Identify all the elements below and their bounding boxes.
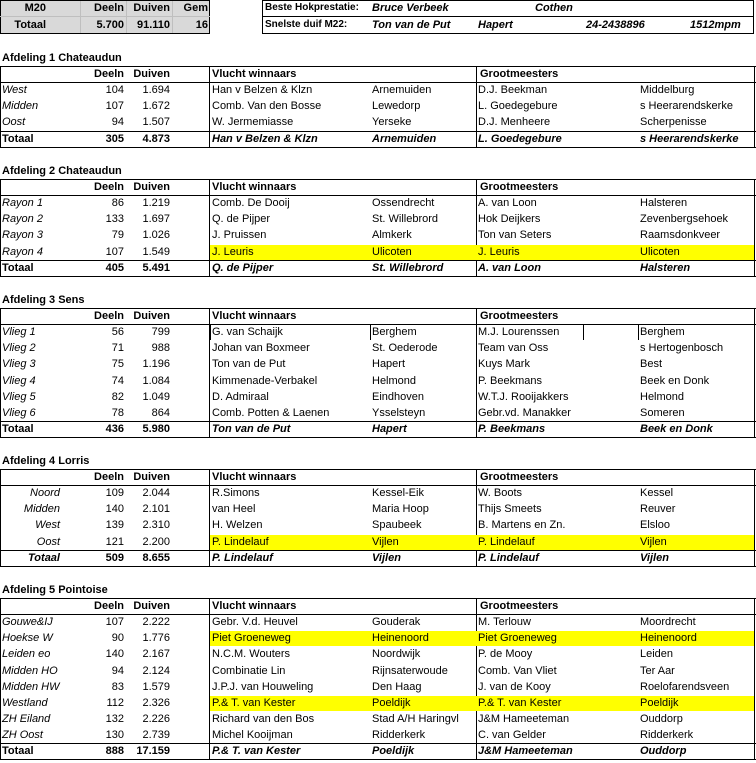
region-label: Rayon 2 [2,213,43,226]
grootmeester-name: C. van Gelder [478,728,546,741]
fast-ring: 24-2438896 [586,19,645,31]
total-duiven: 5.980 [142,422,170,435]
deeln-value: 130 [105,728,124,741]
duiven-value: 1.084 [142,374,170,387]
section-title: Afdeling 3 Sens [2,294,85,306]
total-groot-name: P. Lindelauf [478,551,539,564]
column-divider [0,469,1,566]
region-label: Vlieg 6 [2,406,36,419]
region-label: ZH Oost [2,728,43,741]
vlucht-winner-name: W. Jermemiasse [212,116,294,129]
vlucht-winner-name: Comb. Van den Bosse [212,100,322,113]
duiven-value: 1.672 [142,100,170,113]
grootmeester-name: Hok Deijkers [478,213,541,226]
grootmeester-name: L. Goedegebure [478,100,558,113]
grootmeester-name: J. van de Kooy [478,680,551,693]
deeln-value: 94 [111,116,124,129]
vlucht-winner-place: Ossendrecht [372,197,435,210]
fast-place: Hapert [478,19,513,31]
grootmeester-place: Ridderkerk [640,728,694,741]
deeln-value: 109 [105,487,124,500]
total-vlucht-place: Poeldijk [372,745,415,757]
vlucht-winner-name: Q. de Pijper [212,213,271,226]
deeln-value: 86 [111,197,124,210]
duiven-column-header: Duiven [133,471,170,484]
column-divider [476,469,477,566]
vlucht-winner-place: Hapert [372,358,406,371]
grootmeester-place: Beek en Donk [640,374,710,387]
deeln-value: 121 [105,535,124,548]
vlucht-winner-place: Kessel-Eik [372,487,424,500]
region-label: Noord [30,487,60,500]
duiven-value: 1.776 [142,632,170,645]
duiven-column-header: Duiven [133,181,170,194]
vlucht-winner-name: Han v Belzen & Klzn [212,84,313,97]
grootmeester-place: Reuver [640,503,676,516]
total-groot-name: L. Goedegebure [478,132,562,145]
deeln-value: 104 [105,84,124,97]
total-label: Totaal [2,422,34,435]
row-divider [0,566,756,567]
duiven-value: 1.196 [142,358,170,371]
region-label: Hoekse W [2,632,53,645]
deeln-value: 140 [105,648,124,661]
total-vlucht-place: St. Willebrord [372,261,444,274]
section-title: Afdeling 2 Chateaudun [2,165,122,177]
duiven-value: 1.507 [142,116,170,129]
column-divider [754,598,755,759]
total-vlucht-name: Han v Belzen & Klzn [212,132,318,145]
best-place: Cothen [535,2,573,14]
total-vlucht-name: Q. de Pijper [212,261,274,274]
grootmeester-name: Gebr.vd. Manakker [478,406,571,419]
duiven-header: Duiven [133,2,170,14]
grootmeester-name: A. van Loon [478,197,537,210]
duiven-column-header: Duiven [133,310,170,323]
region-label: Midden HO [2,664,58,677]
grootmeester-place: Leiden [640,648,674,661]
vlucht-winner-place: Heinenoord [372,632,429,645]
deeln-value: 78 [111,406,124,419]
row-divider [0,147,756,148]
vlucht-winner-name: H. Welzen [212,519,263,532]
grootmeesters-header: Grootmeesters [480,600,559,613]
grootmeester-name: D.J. Menheere [478,116,551,129]
column-divider [754,469,755,566]
duiven-value: 2.222 [142,616,170,629]
region-label: Midden [2,100,39,113]
grootmeester-name: M. Terlouw [478,616,531,629]
duiven-value: 988 [151,342,170,355]
grootmeesters-header: Grootmeesters [480,68,559,81]
vlucht-winner-place: Ulicoten [372,245,412,258]
vlucht-winner-name: Johan van Boxmeer [212,342,310,355]
row-divider [0,437,756,438]
deeln-value: 79 [111,229,124,242]
grootmeester-name: Comb. Van Vliet [478,664,557,677]
deeln-column-header: Deeln [94,471,124,484]
grootmeester-name: M.J. Lourenssen [478,326,560,339]
vlucht-winner-name: R.Simons [212,487,260,500]
deeln-value: 74 [111,374,124,387]
vlucht-winnaars-header: Vlucht winnaars [212,310,297,323]
vlucht-winner-place: Den Haag [372,680,422,693]
vlucht-winnaars-header: Vlucht winnaars [212,471,297,484]
best-name: Bruce Verbeek [372,2,449,14]
total-groot-place: Halsteren [640,261,691,274]
column-divider [209,66,210,147]
total-label: Totaal [2,745,34,757]
region-label: Oost [36,535,60,548]
total-label: Totaal [2,132,34,145]
total-label: Totaal [28,551,60,564]
cell-border [638,324,639,340]
cell-border [370,324,371,340]
deeln-value: 90 [111,632,124,645]
vlucht-winner-place: Helmond [372,374,417,387]
vlucht-winnaars-header: Vlucht winnaars [212,600,297,613]
deeln-value: 94 [111,664,124,677]
deeln-value: 132 [105,712,124,725]
grootmeester-place: Ouddorp [640,712,683,725]
vlucht-winner-name: Comb. De Dooij [212,197,290,210]
column-divider [754,66,755,147]
grootmeester-name: J&M Hameeteman [478,712,570,725]
deeln-value: 107 [105,616,124,629]
total-duiven: 5.491 [142,261,170,274]
grootmeester-place: Ulicoten [640,245,680,258]
vlucht-winner-name: Michel Kooijman [212,728,293,741]
vlucht-winner-name: Combinatie Lin [212,664,286,677]
section-title: Afdeling 4 Lorris [2,455,90,467]
duiven-value: 864 [151,406,170,419]
grootmeester-name: Kuys Mark [478,358,530,371]
grootmeester-place: Raamsdonkveer [640,229,721,242]
cell-border [210,324,211,340]
totaal-gem: 16 [195,19,208,31]
vlucht-winner-place: Poeldijk [372,696,411,709]
grootmeesters-header: Grootmeesters [480,310,559,323]
totaal-duiven: 91.110 [136,19,170,31]
column-divider [209,469,210,566]
grootmeester-place: Roelofarendsveen [640,680,730,693]
duiven-value: 1.579 [142,680,170,693]
column-divider [209,179,210,276]
total-deeln: 405 [105,261,124,274]
region-label: Vlieg 5 [2,390,36,403]
grootmeester-name: P. Lindelauf [478,535,535,548]
column-divider [476,179,477,276]
region-label: Leiden eo [2,648,51,661]
duiven-value: 2.226 [142,712,170,725]
deeln-value: 82 [111,390,124,403]
duiven-value: 2.739 [142,728,170,741]
total-deeln: 305 [105,132,124,145]
vlucht-winner-name: P. Lindelauf [212,535,269,548]
total-groot-name: A. van Loon [478,261,541,274]
region-label: Oost [2,116,26,129]
grootmeester-place: Vijlen [640,535,667,548]
region-label: Westland [2,696,48,709]
total-groot-name: J&M Hameeteman [478,745,573,757]
total-vlucht-place: Hapert [372,422,407,435]
vlucht-winner-place: Gouderak [372,616,421,629]
deeln-value: 83 [111,680,124,693]
region-label: Vlieg 3 [2,358,36,371]
grootmeester-place: Scherpenisse [640,116,707,129]
grootmeester-name: P. Beekmans [478,374,543,387]
column-divider [0,598,1,759]
grootmeester-place: Helmond [640,390,685,403]
region-label: Rayon 1 [2,197,43,210]
vlucht-winner-place: Maria Hoop [372,503,429,516]
total-duiven: 8.655 [142,551,170,564]
fast-speed: 1512mpm [690,19,741,31]
vlucht-winner-name: Gebr. V.d. Heuvel [212,616,298,629]
region-label: Vlieg 4 [2,374,36,387]
total-deeln: 888 [105,745,124,757]
vlucht-winner-place: Vijlen [372,535,399,548]
column-divider [209,598,210,759]
grootmeester-place: Elsloo [640,519,670,532]
grootmeester-name: P.& T. van Kester [478,696,562,709]
total-deeln: 509 [105,551,124,564]
grootmeester-place: Poeldijk [640,696,679,709]
vlucht-winner-place: St. Willebrord [372,213,439,226]
column-divider [754,308,755,437]
vlucht-winner-name: Comb. Potten & Laenen [212,406,330,419]
vlucht-winner-name: G. van Schaijk [212,326,283,339]
deeln-value: 107 [105,245,124,258]
m20-label: M20 [24,2,46,14]
row-divider [0,276,756,277]
column-divider [476,598,477,759]
region-label: Rayon 4 [2,245,43,258]
total-vlucht-name: Ton van de Put [212,422,291,435]
grootmeester-place: Zevenbergsehoek [640,213,729,226]
deeln-value: 75 [111,358,124,371]
column-divider [754,179,755,276]
vlucht-winner-place: Ysselsteyn [372,406,426,419]
vlucht-winner-place: St. Oederode [372,342,438,355]
total-deeln: 436 [105,422,124,435]
section-title: Afdeling 5 Pointoise [2,584,108,596]
grootmeester-place: Halsteren [640,197,688,210]
total-vlucht-place: Arnemuiden [372,132,437,145]
deeln-value: 112 [106,696,124,709]
region-label: West [2,84,27,97]
duiven-value: 1.049 [142,390,170,403]
deeln-value: 71 [111,342,124,355]
column-divider [0,179,1,276]
grootmeester-place: Heinenoord [640,632,697,645]
total-duiven: 17.159 [136,745,170,757]
duiven-value: 2.124 [142,664,170,677]
deeln-header: Deeln [94,2,124,14]
vlucht-winner-place: Arnemuiden [372,84,432,97]
deeln-column-header: Deeln [94,310,124,323]
vlucht-winner-name: J. Pruissen [212,229,267,242]
vlucht-winnaars-header: Vlucht winnaars [212,181,297,194]
grootmeester-place: Best [640,358,663,371]
grootmeester-name: W. Boots [478,487,523,500]
region-label: Rayon 3 [2,229,43,242]
best-label: Beste Hokprestatie: [265,2,359,13]
duiven-value: 799 [151,326,170,339]
section-title: Afdeling 1 Chateaudun [2,52,122,64]
vlucht-winner-name: Piet Groeneweg [212,632,291,645]
vlucht-winner-place: Rijnsaterwoude [372,664,448,677]
region-label: Vlieg 2 [2,342,36,355]
duiven-value: 1.026 [142,229,170,242]
grootmeester-name: P. de Mooy [478,648,533,661]
grootmeester-name: Team van Oss [478,342,549,355]
grootmeesters-header: Grootmeesters [480,471,559,484]
vlucht-winnaars-header: Vlucht winnaars [212,68,297,81]
vlucht-winner-place: Noordwijk [372,648,421,661]
duiven-column-header: Duiven [133,600,170,613]
grootmeester-place: Ter Aar [640,664,675,677]
vlucht-winner-name: J. Leuris [212,245,254,258]
total-groot-name: P. Beekmans [478,422,546,435]
vlucht-winner-name: J.P.J. van Houweling [212,680,314,693]
total-groot-place: Ouddorp [640,745,687,757]
gem-header: Gem [183,2,208,14]
vlucht-winner-place: Spaubeek [372,519,422,532]
fast-name: Ton van de Put [372,19,451,31]
region-label: Vlieg 1 [2,326,36,339]
region-label: Midden HW [2,680,60,693]
total-vlucht-place: Vijlen [372,551,401,564]
vlucht-winner-name: P.& T. van Kester [212,696,296,709]
duiven-value: 2.044 [142,487,170,500]
totaal-label: Totaal [14,19,46,31]
grootmeester-place: Berghem [640,326,685,339]
vlucht-winner-place: Almkerk [372,229,412,242]
duiven-value: 1.549 [142,245,170,258]
region-label: Midden [23,503,60,516]
region-label: ZH Eiland [2,712,51,725]
totaal-deeln: 5.700 [96,19,124,31]
total-duiven: 4.873 [142,132,170,145]
deeln-value: 140 [105,503,124,516]
grootmeester-name: D.J. Beekman [478,84,548,97]
column-divider [476,66,477,147]
column-divider [0,66,1,147]
total-groot-place: Vijlen [640,551,669,564]
vlucht-winner-place: Eindhoven [372,390,424,403]
vlucht-winner-name: Ton van de Put [212,358,286,371]
vlucht-winner-place: Stad A/H Haringvl [372,712,459,725]
column-divider [0,308,1,437]
grootmeester-name: B. Martens en Zn. [478,519,566,532]
grootmeester-name: Thijs Smeets [478,503,542,516]
deeln-column-header: Deeln [94,181,124,194]
total-groot-place: s Heerarendskerke [640,132,739,145]
grootmeester-place: Middelburg [640,84,695,97]
deeln-value: 56 [111,326,124,339]
vlucht-winner-name: D. Admiraal [212,390,269,403]
duiven-value: 2.101 [142,503,170,516]
total-vlucht-name: P.& T. van Kester [212,745,301,757]
deeln-column-header: Deeln [94,600,124,613]
duiven-value: 2.326 [142,696,170,709]
vlucht-winner-name: Kimmenade-Verbakel [212,374,318,387]
grootmeester-name: Ton van Seters [478,229,552,242]
cell-border [476,324,477,340]
duiven-value: 1.694 [142,84,170,97]
total-groot-place: Beek en Donk [640,422,713,435]
vlucht-winner-name: van Heel [212,503,256,516]
total-vlucht-name: P. Lindelauf [212,551,273,564]
grootmeester-place: Moordrecht [640,616,696,629]
vlucht-winner-name: N.C.M. Wouters [212,648,291,661]
duiven-value: 2.167 [142,648,170,661]
duiven-value: 2.200 [142,535,170,548]
deeln-column-header: Deeln [94,68,124,81]
grootmeester-place: s Heerarendskerke [640,100,733,113]
grootmeester-place: s Hertogenbosch [640,342,724,355]
duiven-value: 1.697 [142,213,170,226]
grootmeester-place: Someren [640,406,685,419]
grootmeester-place: Kessel [640,487,674,500]
deeln-value: 107 [105,100,124,113]
grootmeester-name: W.T.J. Rooijakkers [478,390,569,403]
vlucht-winner-place: Berghem [372,326,417,339]
vlucht-winner-place: Lewedorp [372,100,421,113]
total-label: Totaal [2,261,34,274]
duiven-value: 2.310 [142,519,170,532]
grootmeester-name: J. Leuris [478,245,520,258]
row-divider [0,759,756,760]
region-label: West [35,519,60,532]
vlucht-winner-name: Richard van den Bos [212,712,315,725]
vlucht-winner-place: Yerseke [372,116,412,129]
region-label: Gouwe&IJ [2,616,53,629]
fast-label: Snelste duif M22: [265,19,348,30]
deeln-value: 139 [105,519,124,532]
vlucht-winner-place: Ridderkerk [372,728,426,741]
duiven-value: 1.219 [142,197,170,210]
grootmeesters-header: Grootmeesters [480,181,559,194]
grootmeester-name: Piet Groeneweg [478,632,557,645]
duiven-column-header: Duiven [133,68,170,81]
deeln-value: 133 [105,213,124,226]
